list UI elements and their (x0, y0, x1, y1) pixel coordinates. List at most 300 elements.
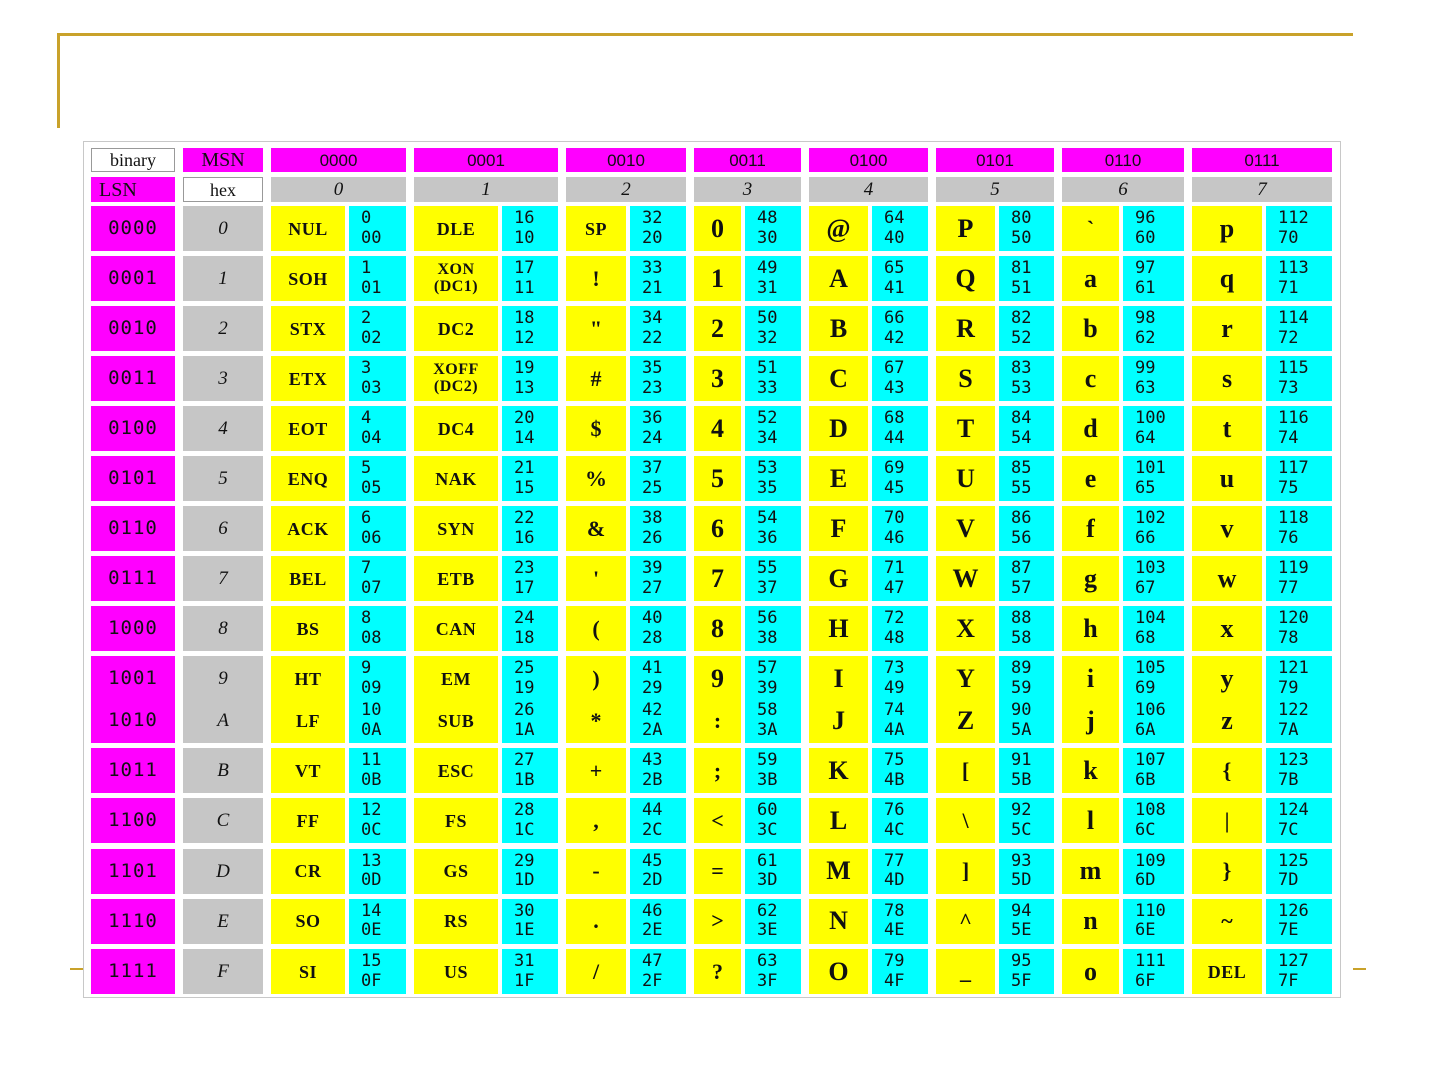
ascii-char-cell: D (809, 406, 868, 451)
hex-code: 6D (1135, 870, 1156, 891)
decimal-code: 36 (642, 407, 663, 428)
ascii-char-cell: # (566, 356, 626, 401)
hex-code: 6B (1135, 769, 1156, 790)
decimal-code: 72 (884, 607, 905, 628)
ascii-char-cell: O (809, 949, 868, 994)
hex-code: 1C (514, 819, 535, 840)
ascii-code-cell (745, 256, 801, 301)
row-lsn-label: 0000 (91, 206, 175, 251)
ascii-code-cell (999, 406, 1054, 451)
column-hex-header: 0 (271, 177, 406, 202)
hex-code: 6C (1135, 819, 1156, 840)
ascii-char-cell: v (1192, 506, 1262, 551)
decimal-code: 120 (1278, 607, 1309, 628)
row-hex-label: 1 (183, 256, 263, 301)
ascii-char-cell: SYN (414, 506, 498, 551)
ascii-char-cell: DC2 (414, 306, 498, 351)
ascii-char-cell: ] (936, 849, 995, 894)
hex-code: 08 (361, 627, 382, 648)
ascii-code-cell (1123, 456, 1184, 501)
decimal-code: 69 (884, 457, 905, 478)
decimal-code: 51 (757, 357, 778, 378)
ascii-code-cell (502, 506, 558, 551)
decimal-code: 114 (1278, 307, 1309, 328)
hex-code: 52 (1011, 327, 1032, 348)
hex-code: 00 (361, 227, 382, 248)
ascii-char-cell: - (566, 849, 626, 894)
hex-code: 67 (1135, 577, 1156, 598)
ascii-char-cell: BS (271, 606, 345, 651)
hex-code: 78 (1278, 627, 1299, 648)
ascii-char-cell: ? (694, 949, 741, 994)
ascii-char-cell: XON (DC1) (414, 256, 498, 301)
decimal-code: 107 (1135, 750, 1166, 771)
ascii-char-cell: Y (936, 656, 995, 701)
hex-code: 70 (1278, 227, 1299, 248)
row-lsn-label: 0111 (91, 556, 175, 601)
ascii-code-cell (1266, 849, 1332, 894)
decimal-code: 9 (361, 657, 372, 678)
ascii-code-cell (999, 606, 1054, 651)
hex-code: 12 (514, 327, 535, 348)
decimal-code: 48 (757, 207, 778, 228)
ascii-char-cell: Q (936, 256, 995, 301)
ascii-char-cell: n (1062, 899, 1119, 944)
ascii-code-cell (1123, 406, 1184, 451)
column-hex-header: 6 (1062, 177, 1184, 202)
decimal-code: 83 (1011, 357, 1032, 378)
hex-code: 1D (514, 870, 535, 891)
decimal-code: 55 (757, 557, 778, 578)
ascii-code-cell (630, 506, 686, 551)
corner-binary-label: binary (91, 148, 175, 172)
ascii-char-cell: $ (566, 406, 626, 451)
ascii-code-cell (872, 606, 928, 651)
row-hex-label: 0 (183, 206, 263, 251)
ascii-char-cell: ESC (414, 748, 498, 793)
decimal-code: 67 (884, 357, 905, 378)
ascii-code-cell (872, 748, 928, 793)
ascii-char-cell: K (809, 748, 868, 793)
ascii-code-cell (349, 506, 406, 551)
hex-code: 5D (1011, 870, 1032, 891)
ascii-code-cell (1123, 698, 1184, 743)
decimal-code: 25 (514, 657, 535, 678)
decimal-code: 122 (1278, 699, 1309, 720)
ascii-char-cell: 2 (694, 306, 741, 351)
ascii-code-cell (999, 698, 1054, 743)
ascii-code-cell (1266, 899, 1332, 944)
decimal-code: 5 (361, 457, 372, 478)
decimal-code: 31 (514, 950, 535, 971)
ascii-char-cell: [ (936, 748, 995, 793)
ascii-char-cell: w (1192, 556, 1262, 601)
decimal-code: 98 (1135, 307, 1156, 328)
ascii-char-cell: k (1062, 748, 1119, 793)
hex-code: 64 (1135, 427, 1156, 448)
ascii-char-cell: a (1062, 256, 1119, 301)
ascii-code-cell (1266, 456, 1332, 501)
ascii-code-cell (872, 698, 928, 743)
decimal-code: 62 (757, 900, 778, 921)
hex-code: 34 (757, 427, 778, 448)
hex-code: 5B (1011, 769, 1032, 790)
ascii-code-cell (502, 656, 558, 701)
ascii-char-cell: q (1192, 256, 1262, 301)
decimal-code: 61 (757, 850, 778, 871)
ascii-code-cell (630, 556, 686, 601)
decimal-code: 127 (1278, 950, 1309, 971)
decimal-code: 65 (884, 257, 905, 278)
ascii-code-cell (872, 656, 928, 701)
corner-msn-label: MSN (183, 148, 263, 172)
hex-code: 29 (642, 677, 663, 698)
ascii-code-cell (999, 556, 1054, 601)
decimal-code: 46 (642, 900, 663, 921)
ascii-code-cell (999, 748, 1054, 793)
ascii-char-cell: 9 (694, 656, 741, 701)
decimal-code: 22 (514, 507, 535, 528)
hex-code: 3C (757, 819, 778, 840)
row-lsn-label: 1011 (91, 748, 175, 793)
column-msn-header: 0001 (414, 148, 558, 172)
decimal-code: 74 (884, 699, 905, 720)
column-hex-header: 4 (809, 177, 928, 202)
ascii-code-cell (1266, 606, 1332, 651)
ascii-code-cell (1266, 556, 1332, 601)
column-hex-header: 2 (566, 177, 686, 202)
ascii-code-cell (349, 456, 406, 501)
ascii-code-cell (349, 306, 406, 351)
hex-code: 5A (1011, 719, 1032, 740)
decimal-code: 53 (757, 457, 778, 478)
hex-code: 09 (361, 677, 382, 698)
ascii-char-cell: DLE (414, 206, 498, 251)
decimal-code: 102 (1135, 507, 1166, 528)
decimal-code: 42 (642, 699, 663, 720)
ascii-char-cell: ETX (271, 356, 345, 401)
ascii-code-cell (630, 406, 686, 451)
hex-code: 4B (884, 769, 905, 790)
ascii-char-cell: N (809, 899, 868, 944)
hex-code: 7F (1278, 970, 1299, 991)
ascii-char-cell: B (809, 306, 868, 351)
ascii-char-cell: } (1192, 849, 1262, 894)
hex-code: 35 (757, 477, 778, 498)
ascii-code-cell (999, 849, 1054, 894)
ascii-code-cell (1123, 949, 1184, 994)
ascii-char-cell: f (1062, 506, 1119, 551)
ascii-char-cell: x (1192, 606, 1262, 651)
ascii-char-cell: ACK (271, 506, 345, 551)
decimal-code: 29 (514, 850, 535, 871)
hex-code: 79 (1278, 677, 1299, 698)
decimal-code: 81 (1011, 257, 1032, 278)
hex-code: 7E (1278, 920, 1299, 941)
ascii-code-cell (349, 656, 406, 701)
hex-code: 18 (514, 627, 535, 648)
ascii-code-cell (630, 899, 686, 944)
ascii-char-cell: A (809, 256, 868, 301)
ascii-code-cell (502, 556, 558, 601)
hex-code: 15 (514, 477, 535, 498)
ascii-code-cell (502, 306, 558, 351)
ascii-code-cell (349, 899, 406, 944)
column-hex-header: 1 (414, 177, 558, 202)
hex-code: 3A (757, 719, 778, 740)
decimal-code: 8 (361, 607, 372, 628)
ascii-code-cell (745, 656, 801, 701)
decimal-code: 90 (1011, 699, 1032, 720)
row-hex-label: B (183, 748, 263, 793)
hex-code: 41 (884, 277, 905, 298)
column-msn-header: 0111 (1192, 148, 1332, 172)
ascii-code-cell (999, 356, 1054, 401)
ascii-code-cell (999, 456, 1054, 501)
ascii-code-cell (630, 656, 686, 701)
ascii-char-cell: G (809, 556, 868, 601)
ascii-code-cell (872, 899, 928, 944)
ascii-code-cell (745, 899, 801, 944)
hex-code: 40 (884, 227, 905, 248)
row-hex-label: 8 (183, 606, 263, 651)
ascii-char-cell: { (1192, 748, 1262, 793)
decimal-code: 59 (757, 750, 778, 771)
ascii-code-cell (349, 556, 406, 601)
decimal-code: 87 (1011, 557, 1032, 578)
hex-code: 0D (361, 870, 382, 891)
ascii-char-cell: * (566, 698, 626, 743)
row-lsn-label: 1010 (91, 698, 175, 743)
hex-code: 2A (642, 719, 663, 740)
hex-code: 7D (1278, 870, 1299, 891)
decimal-code: 109 (1135, 850, 1166, 871)
hex-code: 27 (642, 577, 663, 598)
decimal-code: 21 (514, 457, 535, 478)
ascii-char-cell: i (1062, 656, 1119, 701)
decimal-code: 6 (361, 507, 372, 528)
hex-code: 3D (757, 870, 778, 891)
ascii-code-cell (999, 899, 1054, 944)
hex-code: 05 (361, 477, 382, 498)
ascii-char-cell: W (936, 556, 995, 601)
ascii-code-cell (872, 406, 928, 451)
ascii-char-cell: R (936, 306, 995, 351)
row-hex-label: 4 (183, 406, 263, 451)
hex-code: 20 (642, 227, 663, 248)
hex-code: 51 (1011, 277, 1032, 298)
decimal-code: 103 (1135, 557, 1166, 578)
decimal-code: 32 (642, 207, 663, 228)
decimal-code: 37 (642, 457, 663, 478)
hex-code: 28 (642, 627, 663, 648)
ascii-code-cell (349, 256, 406, 301)
ascii-char-cell: E (809, 456, 868, 501)
ascii-code-cell (1266, 798, 1332, 843)
ascii-code-cell (872, 556, 928, 601)
ascii-char-cell: CR (271, 849, 345, 894)
ascii-table (83, 141, 1341, 998)
ascii-char-cell: I (809, 656, 868, 701)
decimal-code: 47 (642, 950, 663, 971)
ascii-char-cell: NUL (271, 206, 345, 251)
ascii-char-cell: SOH (271, 256, 345, 301)
hex-code: 2F (642, 970, 663, 991)
decimal-code: 78 (884, 900, 905, 921)
row-lsn-label: 1111 (91, 949, 175, 994)
hex-code: 62 (1135, 327, 1156, 348)
ascii-char-cell: g (1062, 556, 1119, 601)
row-lsn-label: 0101 (91, 456, 175, 501)
hex-code: 38 (757, 627, 778, 648)
ascii-code-cell (872, 206, 928, 251)
ascii-char-cell: 6 (694, 506, 741, 551)
row-lsn-label: 0100 (91, 406, 175, 451)
ascii-code-cell (872, 949, 928, 994)
hex-code: 4A (884, 719, 905, 740)
hex-code: 24 (642, 427, 663, 448)
ascii-code-cell (349, 849, 406, 894)
ascii-char-cell: C (809, 356, 868, 401)
hex-code: 71 (1278, 277, 1299, 298)
ascii-code-cell (502, 949, 558, 994)
hex-code: 60 (1135, 227, 1156, 248)
ascii-code-cell (1266, 256, 1332, 301)
ascii-char-cell: " (566, 306, 626, 351)
ascii-char-cell: BEL (271, 556, 345, 601)
hex-code: 39 (757, 677, 778, 698)
decimal-code: 89 (1011, 657, 1032, 678)
ascii-code-cell (745, 506, 801, 551)
hex-code: 68 (1135, 627, 1156, 648)
decimal-code: 14 (361, 900, 382, 921)
hex-code: 55 (1011, 477, 1032, 498)
hex-code: 6F (1135, 970, 1156, 991)
hex-code: 49 (884, 677, 905, 698)
hex-code: 33 (757, 377, 778, 398)
ascii-char-cell: j (1062, 698, 1119, 743)
hex-code: 42 (884, 327, 905, 348)
decimal-code: 76 (884, 800, 905, 821)
ascii-code-cell (349, 949, 406, 994)
ascii-char-cell: s (1192, 356, 1262, 401)
decimal-code: 70 (884, 507, 905, 528)
ascii-char-cell: e (1062, 456, 1119, 501)
ascii-code-cell (502, 256, 558, 301)
decimal-code: 118 (1278, 507, 1309, 528)
ascii-char-cell: SI (271, 949, 345, 994)
decimal-code: 38 (642, 507, 663, 528)
ascii-code-cell (502, 206, 558, 251)
decimal-code: 20 (514, 407, 535, 428)
ascii-code-cell (745, 748, 801, 793)
column-msn-header: 0100 (809, 148, 928, 172)
decimal-code: 17 (514, 257, 535, 278)
ascii-char-cell: < (694, 798, 741, 843)
ascii-code-cell (630, 798, 686, 843)
decimal-code: 23 (514, 557, 535, 578)
ascii-code-cell (999, 256, 1054, 301)
ascii-char-cell: RS (414, 899, 498, 944)
ascii-code-cell (872, 356, 928, 401)
hex-code: 69 (1135, 677, 1156, 698)
ascii-char-cell: / (566, 949, 626, 994)
hex-code: 54 (1011, 427, 1032, 448)
decimal-code: 106 (1135, 699, 1166, 720)
hex-code: 0F (361, 970, 382, 991)
decimal-code: 40 (642, 607, 663, 628)
ascii-code-cell (502, 748, 558, 793)
ascii-code-cell (745, 206, 801, 251)
ascii-char-cell: c (1062, 356, 1119, 401)
decimal-code: 2 (361, 307, 372, 328)
ascii-char-cell: _ (936, 949, 995, 994)
decimal-code: 43 (642, 750, 663, 771)
ascii-char-cell: DEL (1192, 949, 1262, 994)
decimal-code: 64 (884, 207, 905, 228)
ascii-code-cell (630, 849, 686, 894)
ascii-char-cell: + (566, 748, 626, 793)
decimal-code: 73 (884, 657, 905, 678)
decimal-code: 26 (514, 699, 535, 720)
ascii-char-cell: CAN (414, 606, 498, 651)
ascii-code-cell (349, 698, 406, 743)
row-hex-label: 7 (183, 556, 263, 601)
ascii-char-cell: 7 (694, 556, 741, 601)
ascii-code-cell (1123, 356, 1184, 401)
corner-lsn-label: LSN (91, 177, 175, 202)
ascii-code-cell (745, 606, 801, 651)
ascii-code-cell (502, 356, 558, 401)
decimal-code: 113 (1278, 257, 1309, 278)
ascii-code-cell (999, 798, 1054, 843)
row-hex-label: 5 (183, 456, 263, 501)
decimal-code: 125 (1278, 850, 1309, 871)
decimal-code: 57 (757, 657, 778, 678)
ascii-char-cell: : (694, 698, 741, 743)
ascii-code-cell (872, 849, 928, 894)
ascii-char-cell: J (809, 698, 868, 743)
ascii-code-cell (745, 456, 801, 501)
hex-code: 59 (1011, 677, 1032, 698)
decimal-code: 93 (1011, 850, 1032, 871)
hex-code: 21 (642, 277, 663, 298)
ascii-code-cell (745, 849, 801, 894)
ascii-code-cell (999, 306, 1054, 351)
hex-code: 4C (884, 819, 905, 840)
ascii-char-cell: y (1192, 656, 1262, 701)
row-hex-label: F (183, 949, 263, 994)
ascii-char-cell: S (936, 356, 995, 401)
decimal-code: 75 (884, 750, 905, 771)
decimal-code: 121 (1278, 657, 1309, 678)
ascii-code-cell (502, 406, 558, 451)
ascii-code-cell (745, 406, 801, 451)
decimal-code: 15 (361, 950, 382, 971)
ascii-char-cell: ~ (1192, 899, 1262, 944)
decimal-code: 1 (361, 257, 372, 278)
ascii-char-cell: ; (694, 748, 741, 793)
ascii-code-cell (999, 506, 1054, 551)
decimal-code: 123 (1278, 750, 1309, 771)
hex-code: 0C (361, 819, 382, 840)
decimal-code: 24 (514, 607, 535, 628)
hex-code: 30 (757, 227, 778, 248)
hex-code: 1A (514, 719, 535, 740)
row-hex-label: E (183, 899, 263, 944)
hex-code: 13 (514, 377, 535, 398)
hex-code: 16 (514, 527, 535, 548)
